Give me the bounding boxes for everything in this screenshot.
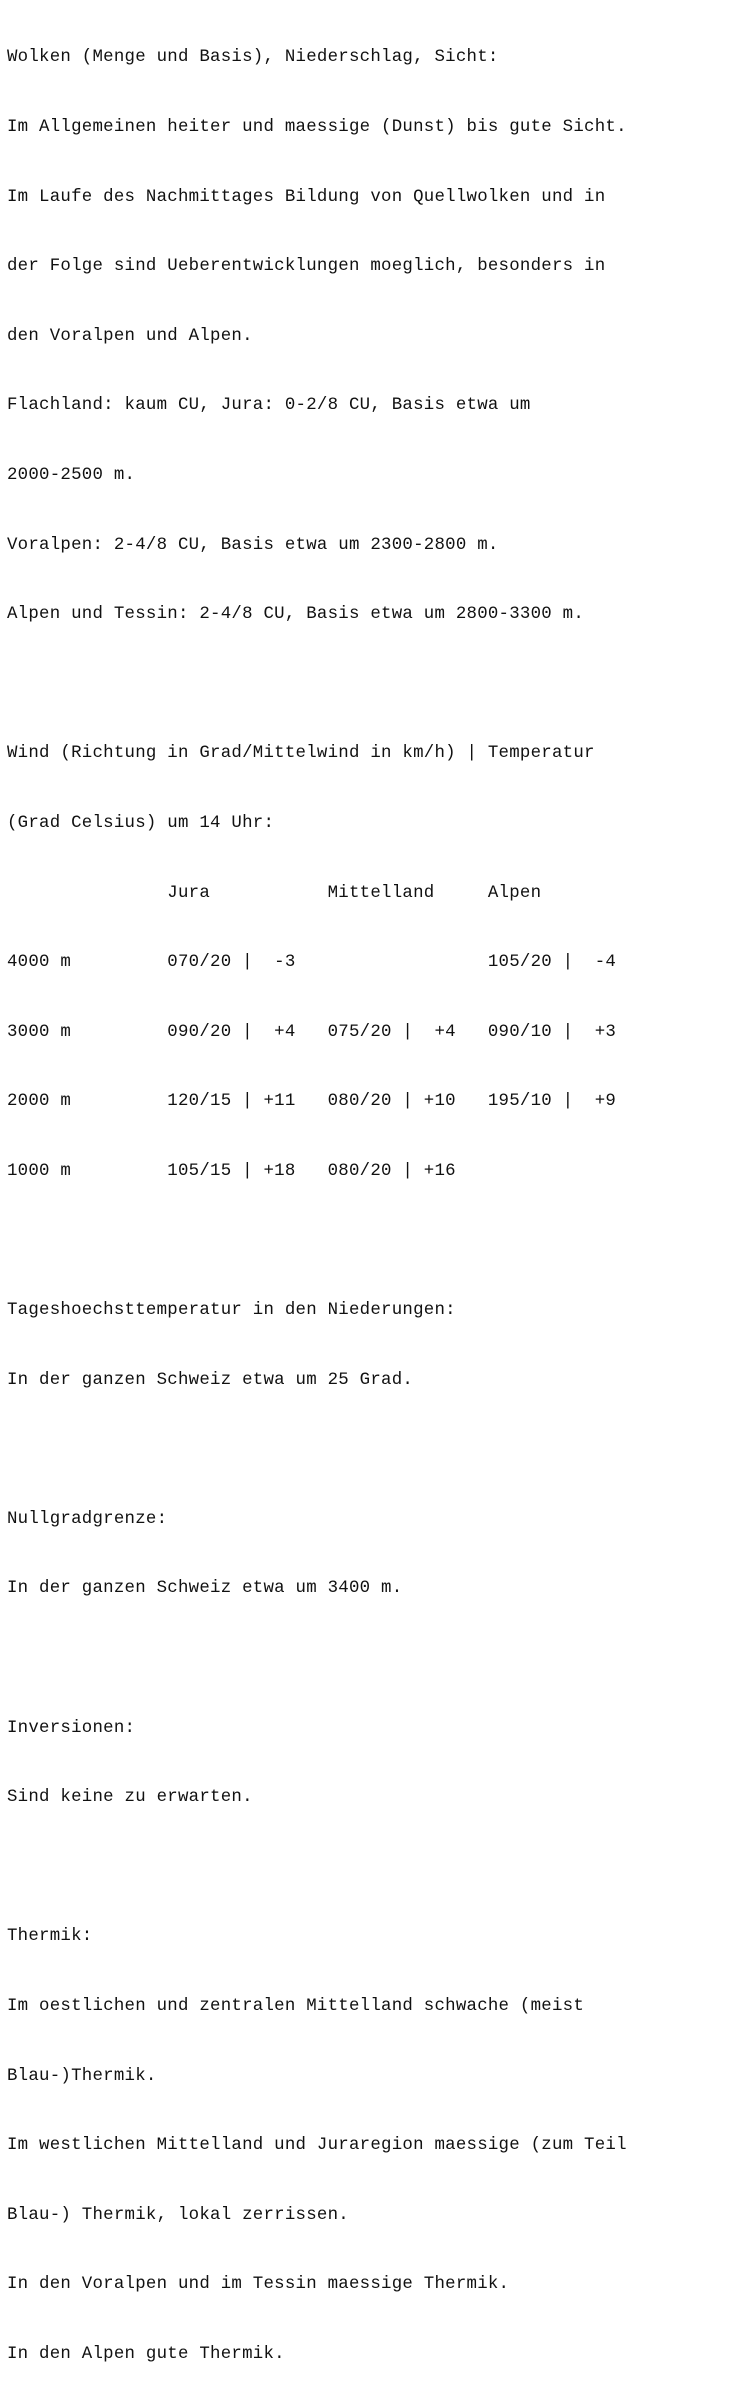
wind-table-row: 3000 m 090/20 | +4 075/20 | +4 090/10 | +3 bbox=[7, 1022, 617, 1042]
text-line: Blau-)Thermik. bbox=[7, 2066, 157, 2086]
blank-line bbox=[7, 1856, 627, 1879]
text-line: Sind keine zu erwarten. bbox=[7, 1788, 253, 1808]
section-heading-thermals: Thermik: bbox=[7, 1927, 93, 1947]
text-line: In der ganzen Schweiz etwa um 25 Grad. bbox=[7, 1370, 414, 1390]
text-line: Im Allgemeinen heiter und maessige (Dunst) bis gute Sicht. bbox=[7, 118, 627, 137]
text-line: In den Voralpen und im Tessin maessige Thermik. bbox=[7, 2275, 510, 2295]
wind-table-header: Jura Mittelland Alpen bbox=[7, 883, 542, 903]
section-heading-freezing-level: Nullgradgrenze: bbox=[7, 1509, 168, 1529]
section-heading-inversions: Inversionen: bbox=[7, 1718, 136, 1738]
text-line: Im westlichen Mittelland und Juraregion maessige (zum Teil bbox=[7, 2136, 627, 2156]
text-line: Im oestlichen und zentralen Mittelland schwache (meist bbox=[7, 1997, 585, 2017]
text-line: (Grad Celsius) um 14 Uhr: bbox=[7, 813, 275, 833]
text-line: In den Alpen gute Thermik. bbox=[7, 2345, 285, 2364]
blank-line bbox=[7, 1230, 627, 1253]
blank-line bbox=[7, 1438, 627, 1461]
wind-table-row: 1000 m 105/15 | +18 080/20 | +16 bbox=[7, 1161, 456, 1181]
text-line: Blau-) Thermik, lokal zerrissen. bbox=[7, 2205, 349, 2225]
text-line: der Folge sind Ueberentwicklungen moeglich, besonders in bbox=[7, 257, 606, 277]
wind-table-row: 4000 m 070/20 | -3 105/20 | -4 bbox=[7, 953, 617, 973]
text-line: den Voralpen und Alpen. bbox=[7, 326, 253, 346]
section-heading-clouds: Wolken (Menge und Basis), Niederschlag, Sicht: bbox=[7, 48, 499, 68]
text-line: Flachland: kaum CU, Jura: 0-2/8 CU, Basis etwa um bbox=[7, 396, 531, 416]
text-line: 2000-2500 m. bbox=[7, 465, 136, 485]
blank-line bbox=[7, 673, 627, 696]
text-line: In der ganzen Schweiz etwa um 3400 m. bbox=[7, 1579, 403, 1599]
blank-line bbox=[7, 1647, 627, 1670]
text-line: Alpen und Tessin: 2-4/8 CU, Basis etwa um 2800-3300 m. bbox=[7, 605, 585, 625]
text-line: Im Laufe des Nachmittages Bildung von Quellwolken und in bbox=[7, 187, 606, 207]
text-line: Voralpen: 2-4/8 CU, Basis etwa um 2300-2800 m. bbox=[7, 535, 499, 555]
section-heading-max-temperature: Tageshoechsttemperatur in den Niederungen: bbox=[7, 1301, 456, 1321]
forecast-text bbox=[7, 0, 627, 2389]
section-heading-wind: Wind (Richtung in Grad/Mittelwind in km/h) | Temperatur bbox=[7, 744, 595, 764]
wind-table-row: 2000 m 120/15 | +11 080/20 | +10 195/10 | +9 bbox=[7, 1092, 617, 1112]
